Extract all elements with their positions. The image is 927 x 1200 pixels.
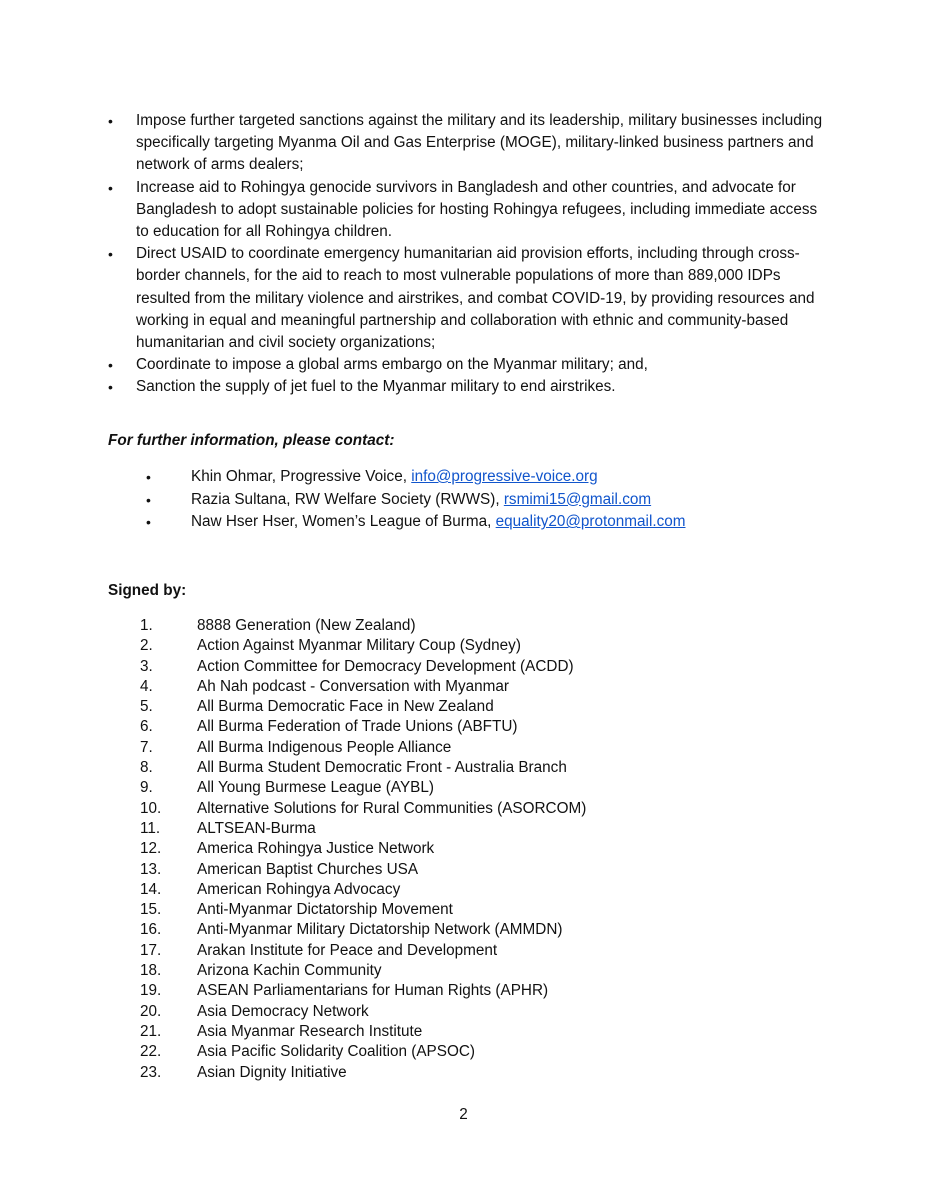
signatory-item — [140, 758, 586, 778]
contact-name: Khin Ohmar, Progressive Voice, — [191, 468, 412, 485]
signatory-item — [140, 1022, 586, 1042]
signatory-number: 15. — [140, 901, 162, 919]
signatory-number: 22. — [140, 1043, 162, 1061]
signatory-name: All Burma Democratic Face in New Zealand — [197, 698, 494, 716]
signatory-name: Arizona Kachin Community — [197, 962, 382, 980]
signatory-item — [140, 981, 586, 1001]
signatory-name: American Rohingya Advocacy — [197, 880, 401, 898]
recommendation-item — [108, 354, 828, 376]
contact-list — [146, 466, 686, 534]
signatory-name: Action Committee for Democracy Development (ACDD) — [197, 657, 574, 675]
signatory-name: Ah Nah podcast - Conversation with Myanmar — [197, 677, 510, 695]
bullet-icon: • — [146, 514, 151, 531]
signatory-name: All Burma Federation of Trade Unions (ABFTU) — [197, 718, 518, 736]
recommendation-item — [108, 243, 828, 354]
signatory-name: American Baptist Churches USA — [197, 860, 419, 878]
signatory-name: All Burma Indigenous People Alliance — [197, 738, 452, 756]
signatory-item — [140, 819, 586, 839]
recommendation-text: Coordinate to impose a global arms embargo on the Myanmar military; and, — [136, 356, 648, 374]
contact-item — [146, 511, 686, 534]
recommendation-text: Increase aid to Rohingya genocide survivors in Bangladesh and other countries, and advocate for Bangladesh to adopt sustainable policies for hosting Rohingya refugees, including immediate access to education for all Rohingya children. — [136, 178, 818, 241]
recommendations-list — [108, 110, 828, 399]
bullet-icon: • — [108, 246, 113, 263]
signed-heading: Signed by: — [108, 582, 187, 599]
page-number: 2 — [459, 1106, 468, 1123]
signatory-number: 1. — [140, 617, 153, 634]
signatory-item — [140, 900, 586, 920]
contact-name: Razia Sultana, RW Welfare Society (RWWS), — [191, 490, 504, 508]
signatory-name: Asia Pacific Solidarity Coalition (APSOC) — [197, 1043, 475, 1061]
signatory-number: 4. — [140, 677, 153, 695]
signatory-item — [140, 839, 586, 859]
signatory-number: 19. — [140, 982, 162, 1000]
signatory-item — [140, 799, 586, 819]
signatory-number: 11. — [140, 819, 161, 837]
signatory-name: Asia Myanmar Research Institute — [197, 1022, 423, 1040]
contact-email-link[interactable]: equality20@protonmail.com — [495, 513, 686, 531]
signatory-name: America Rohingya Justice Network — [197, 840, 435, 858]
contact-item — [146, 466, 686, 489]
signatory-item — [140, 961, 586, 981]
contact-email-link[interactable]: info@progressive-voice.org — [411, 468, 598, 485]
signatory-number: 7. — [140, 738, 153, 756]
signatory-item — [140, 860, 586, 880]
signatory-item — [140, 920, 586, 940]
contact-name: Naw Hser Hser, Women’s League of Burma, — [191, 513, 496, 531]
bullet-icon: • — [108, 379, 113, 396]
bullet-icon: • — [108, 357, 113, 374]
signatory-number: 13. — [140, 860, 162, 878]
signatory-name: ASEAN Parliamentarians for Human Rights (APHR) — [197, 982, 549, 1000]
signatory-name: All Young Burmese League (AYBL) — [197, 779, 434, 797]
signatory-number: 18. — [140, 962, 162, 980]
signatory-item — [140, 1063, 586, 1083]
signatory-name: Asia Democracy Network — [197, 1002, 369, 1020]
contact-item — [146, 489, 686, 512]
recommendation-text: Sanction the supply of jet fuel to the Myanmar military to end airstrikes. — [136, 378, 616, 396]
signatory-name: All Burma Student Democratic Front - Australia Branch — [197, 759, 567, 777]
signatory-number: 3. — [140, 657, 153, 675]
signatory-number: 10. — [140, 799, 162, 817]
signatory-number: 21. — [140, 1022, 162, 1040]
signatory-item — [140, 677, 586, 697]
recommendation-item — [108, 110, 828, 177]
bullet-icon: • — [108, 113, 113, 129]
recommendation-text: Impose further targeted sanctions against the military and its leadership, military businesses including specifically targeting Myanma Oil and Gas Enterprise (MOGE), military-linked business partners and network of arms dealers; — [136, 112, 823, 174]
signatory-number: 8. — [140, 759, 153, 777]
signatory-number: 16. — [140, 921, 162, 939]
contact-heading: For further information, please contact: — [108, 432, 395, 449]
bullet-icon: • — [146, 491, 151, 508]
recommendation-text: Direct USAID to coordinate emergency humanitarian aid provision efforts, including through cross-border channels, for the aid to reach to most vulnerable populations of more than 889,000 IDPs resulted from the military violence and airstrikes, and combat COVID-19, by providing resources and working in equal and meaningful partnership and collaboration with ethnic and community-based humanitarian and civil society organizations; — [136, 245, 815, 352]
bullet-icon: • — [146, 469, 151, 485]
signatory-number: 23. — [140, 1063, 162, 1081]
signatory-number: 9. — [140, 779, 153, 797]
signatory-item — [140, 880, 586, 900]
signatory-name: Arakan Institute for Peace and Development — [197, 941, 498, 959]
signatory-number: 6. — [140, 718, 153, 736]
signatory-number: 2. — [140, 637, 153, 655]
signatory-number: 20. — [140, 1002, 162, 1020]
signatories-list — [140, 616, 586, 1083]
signatory-item — [140, 616, 586, 636]
signatory-number: 17. — [140, 941, 162, 959]
signatory-name: Anti-Myanmar Dictatorship Movement — [197, 901, 453, 919]
signatory-item — [140, 657, 586, 677]
signatory-item — [140, 1042, 586, 1062]
signatory-name: Anti-Myanmar Military Dictatorship Network (AMMDN) — [197, 921, 563, 939]
signatory-name: Action Against Myanmar Military Coup (Sydney) — [197, 637, 521, 655]
signatory-number: 5. — [140, 698, 153, 716]
recommendation-item — [108, 177, 828, 244]
signatory-name: Alternative Solutions for Rural Communities (ASORCOM) — [197, 799, 587, 817]
recommendation-item — [108, 376, 828, 398]
signatory-item — [140, 738, 586, 758]
signatory-name: 8888 Generation (New Zealand) — [197, 617, 416, 634]
signatory-name: Asian Dignity Initiative — [197, 1063, 347, 1081]
signatory-item — [140, 636, 586, 656]
signatory-item — [140, 1002, 586, 1022]
contact-email-link[interactable]: rsmimi15@gmail.com — [503, 490, 652, 508]
signatory-item — [140, 941, 586, 961]
signatory-item — [140, 778, 586, 798]
signatory-number: 14. — [140, 880, 162, 898]
signatory-number: 12. — [140, 840, 162, 858]
signatory-item — [140, 697, 586, 717]
signatory-item — [140, 717, 586, 737]
bullet-icon: • — [108, 179, 113, 196]
signatory-name: ALTSEAN-Burma — [197, 819, 316, 837]
